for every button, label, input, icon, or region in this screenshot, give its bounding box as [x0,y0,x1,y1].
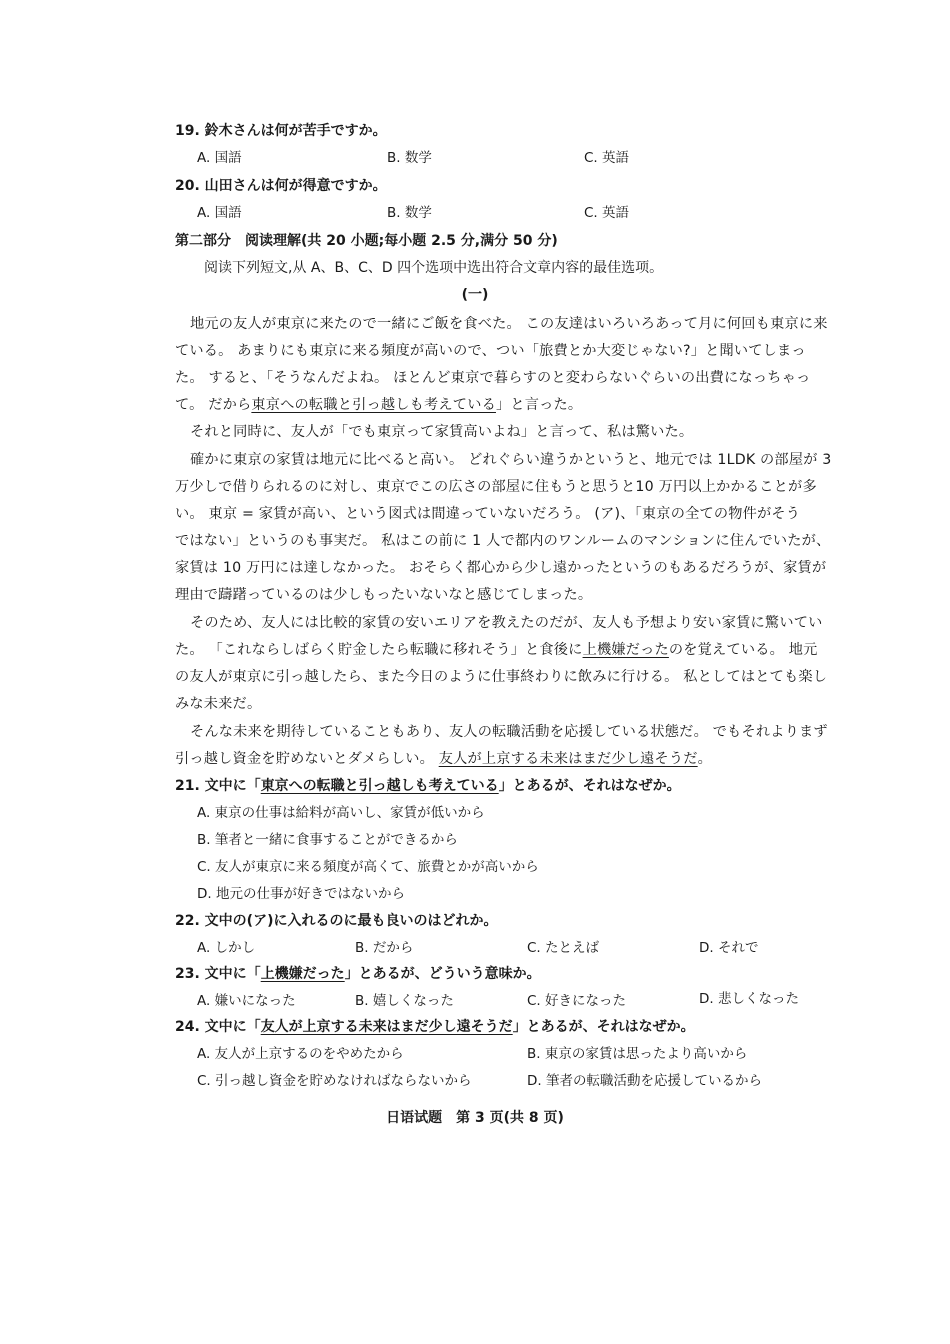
passage-label: (一) [461,287,489,303]
q20-stem: 20. 山田さんは何が得意ですか。 [175,178,387,194]
q22-option-c: C. たとえば [527,940,600,956]
underlined-phrase-21: 東京への転職と引っ越しも考えている [251,397,496,413]
text-segment: 。 [697,751,713,767]
q21-option-c: C. 友人が東京に来る頻度が高くて、旅費とかが高いから [197,859,539,875]
q19-stem: 19. 鈴木さんは何が苦手ですか。 [175,123,387,139]
passage-line [175,395,582,415]
passage-line: 確かに東京の家賃は地元に比べると高い。 どれぐらい違うかというと、地元では 1LDK の部屋が 3 [190,452,832,468]
passage-line: そんな未来を期待していることもあり、友人の転職活動を応援している状態だ。 でもそれよりまず [190,724,828,740]
underlined-phrase-24: 友人が上京する未来はまだ少し遠そうだ [438,751,698,767]
q24-option-b: B. 東京の家賃は思ったより高いから [527,1046,748,1062]
q22-option-d: D. それで [699,940,759,956]
q24-option-c: C. 引っ越し資金を貯めなければならないから [197,1073,472,1089]
q24-stem [175,1017,695,1037]
q23-stem [175,964,541,984]
q21-option-d: D. 地元の仕事が好きではないから [197,886,405,902]
passage-line [175,749,712,769]
q23-option-d: D. 悲しくなった [699,991,799,1007]
passage-line: た。 すると、「そうなんだよね。 ほとんど東京で暮らすのと変わらないぐらいの出費になっちゃっ [175,370,811,386]
section-heading: 第二部分 阅读理解(共 20 小题;每小题 2.5 分,满分 50 分) [175,233,558,249]
text-segment: た。 「これならしばらく貯金したら転職に移れそう」と食後に [175,642,583,658]
text-segment: て。 だから [175,397,252,413]
q19-option-a: A. 国語 [197,150,242,166]
section-instruction: 阅读下列短文,从 A、B、C、D 四个选项中选出符合文章内容的最佳选项。 [204,260,664,276]
text-segment: 24. 文中に「 [175,1019,261,1035]
q24-option-d: D. 筆者の転職活動を応援しているから [527,1073,762,1089]
text-segment: 」とあるが、どういう意味か。 [344,966,541,982]
passage-line: 家賃は 10 万円には達しなかった。 おそらく都心から少し遠かったというのもあるだろうが、家賃が [175,560,827,576]
passage-line [175,640,817,660]
underlined-phrase: 上機嫌だった [260,966,345,982]
underlined-phrase: 東京への転職と引っ越しも考えている [260,778,499,794]
q19-option-c: C. 英語 [584,150,630,166]
q23-option-c: C. 好きになった [527,993,627,1009]
q21-stem [175,776,681,796]
q22-stem: 22. 文中の(ア)に入れるのに最も良いのはどれか。 [175,913,498,929]
passage-line: ではない」というのも事実だ。 私はこの前に 1 人で都内のワンルームのマンションに住んでいたが、 [175,533,831,549]
q19-option-b: B. 数学 [387,150,432,166]
q22-option-b: B. だから [355,940,414,956]
q21-option-a: A. 東京の仕事は給料が高いし、家賃が低いから [197,805,485,821]
page-footer: 日语试题 第 3 页(共 8 页) [386,1110,564,1126]
q20-option-c: C. 英語 [584,205,630,221]
underlined-phrase-23: 上機嫌だった [582,642,669,658]
q24-option-a: A. 友人が上京するのをやめたから [197,1046,404,1062]
passage-line: い。 東京 = 家賃が高い、という図式は間違っていないだろう。 (ア)、「東京の全ての物件がそう [175,506,801,522]
passage-line: そのため、友人には比較的家賃の安いエリアを教えたのだが、友人も予想より安い家賃に驚いてい [190,615,823,631]
passage-line: 万少しで借りられるのに対し、東京でこの広さの部屋に住もうと思うと10 万円以上かかることが多 [175,479,817,495]
q22-option-a: A. しかし [197,940,256,956]
q21-option-b: B. 筆者と一緒に食事することができるから [197,832,458,848]
q20-option-a: A. 国語 [197,205,242,221]
passage-line: 地元の友人が東京に来たので一緒にご飯を食べた。 この友達はいろいろあって月に何回も東京に来 [190,316,828,332]
text-segment: のを覚えている。 地元 [668,642,818,658]
text-segment: 」と言った。 [495,397,583,413]
passage-line: 理由で躊躇っているのは少しもったいないなと感じてしまった。 [175,587,593,603]
passage-line: の友人が東京に引っ越したら、また今日のように仕事終わりに飲みに行ける。 私としてはとても楽し [175,669,828,685]
underlined-phrase: 友人が上京する未来はまだ少し遠そうだ [260,1019,513,1035]
passage-line: みな未来だ。 [175,696,262,712]
passage-line: それと同時に、友人が「でも東京って家賃高いよね」と言って、私は驚いた。 [190,424,694,440]
q23-option-b: B. 嬉しくなった [355,993,454,1009]
text-segment: 」とあるが、それはなぜか。 [512,1019,695,1035]
text-segment: 引っ越し資金を貯めないとダメらしい。 [175,751,439,767]
text-segment: 23. 文中に「 [175,966,261,982]
text-segment: 」とあるが、それはなぜか。 [498,778,681,794]
text-segment: 21. 文中に「 [175,778,261,794]
passage-line: ている。 あまりにも東京に来る頻度が高いので、つい「旅費とか大変じゃない?」と聞いてしまっ [175,343,806,359]
q20-option-b: B. 数学 [387,205,432,221]
q23-option-a: A. 嫌いになった [197,993,296,1009]
